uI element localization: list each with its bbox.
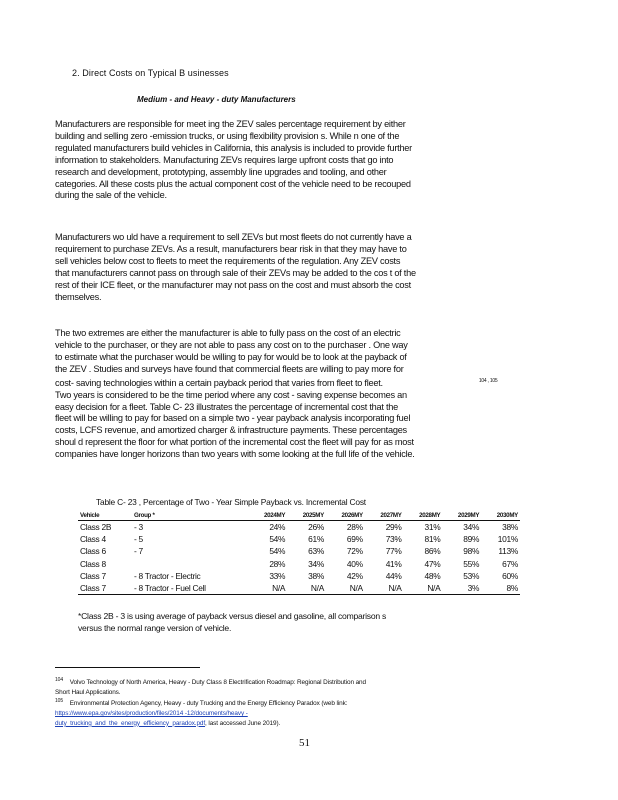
- header-cell: 2026MY: [326, 510, 365, 521]
- value-cell: N/A: [287, 582, 326, 595]
- text-line: the ZEV . Studies and surveys have found that commercial fleets are willing to pay more for: [55, 363, 404, 374]
- value-cell: 28%: [346, 522, 363, 533]
- value-cell: N/A: [404, 582, 443, 595]
- value-cell: 53%: [463, 570, 480, 581]
- text-line: sell vehicles below cost to fleets to meet the requirements of the regulation. Any ZEV costs: [55, 255, 401, 266]
- footnote-line: Short Haul Applications.: [55, 688, 121, 696]
- header-cell: 2030MY: [481, 510, 520, 521]
- text-line: Two years is considered to be the time period where any cost - saving expense becomes an: [55, 389, 407, 400]
- note-line: versus the normal range version of vehicle.: [78, 622, 232, 633]
- value-cell: 55%: [463, 558, 480, 569]
- footnote-104: [55, 676, 366, 698]
- value-cell: 28%: [269, 558, 286, 569]
- table-caption: Table C- 23 , Percentage of Two - Year Simple Payback vs. Incremental Cost: [96, 497, 366, 507]
- vehicle-cell: Class 7: [80, 570, 106, 581]
- vehicle-cell: Class 2B: [80, 522, 112, 533]
- value-cell: N/A: [326, 582, 365, 595]
- header-cell: 2028MY: [404, 510, 443, 521]
- text-line: requirement to purchase ZEVs. As a result, manufacturers bear risk in that they may have to: [55, 243, 407, 254]
- section-heading: 2. Direct Costs on Typical B usinesses: [72, 68, 229, 78]
- footnote-line: [55, 697, 347, 709]
- payback-table: [78, 510, 520, 595]
- text-segment: cost- saving technologies within a certain payback period that varies from fleet to fleet.: [55, 377, 383, 388]
- footnote-105: [55, 697, 347, 729]
- value-cell: 29%: [385, 522, 402, 533]
- value-cell: 48%: [424, 570, 441, 581]
- text-line: shoul d represent the floor for what portion of the incremental cost the fleet will pay for as most: [55, 437, 414, 448]
- header-cell: 2024MY: [248, 510, 287, 521]
- group-cell: [132, 558, 248, 570]
- paragraph-3: [55, 328, 555, 461]
- group-cell: - 8 Tractor - Fuel Cell: [132, 582, 248, 595]
- footnote-line: [55, 676, 366, 688]
- table-row: [78, 533, 520, 545]
- note-line: *Class 2B - 3 is using average of payback versus diesel and gasoline, all comparison s: [78, 611, 387, 621]
- value-cell: 3%: [442, 582, 481, 595]
- value-cell: 8%: [481, 582, 520, 595]
- text-line: information to stakeholders. Manufacturing ZEVs requires large upfront costs that go into: [55, 154, 394, 165]
- value-cell: 40%: [346, 558, 363, 569]
- header-cell: 2029MY: [442, 510, 481, 521]
- value-cell: 98%: [463, 546, 480, 557]
- value-cell: 63%: [308, 546, 324, 557]
- table-row: [78, 570, 520, 582]
- text-line: Manufacturers are responsible for meet ing the ZEV sales percentage requirement by either: [55, 119, 406, 129]
- vehicle-cell: Class 8: [80, 558, 106, 569]
- value-cell: 34%: [463, 522, 480, 533]
- text-line: themselves.: [55, 291, 102, 302]
- value-cell: 31%: [424, 522, 441, 533]
- vehicle-cell: Class 6: [80, 546, 106, 557]
- paragraph-2: [55, 232, 555, 303]
- text-line: building and selling zero -emission trucks, or using flexibility provision s. While n one of the: [55, 130, 400, 141]
- subsection-heading: Medium - and Heavy - duty Manufacturers: [137, 95, 296, 104]
- footnote-text: , last accessed June 2019).: [205, 719, 281, 727]
- value-cell: 86%: [424, 546, 441, 557]
- value-cell: 81%: [424, 534, 441, 545]
- value-cell: 54%: [269, 546, 286, 557]
- value-cell: 73%: [385, 534, 402, 545]
- text-line: The two extremes are either the manufacturer is able to fully pass on the cost of an electric: [55, 328, 401, 338]
- value-cell: N/A: [365, 582, 404, 595]
- header-cell: 2025MY: [287, 510, 326, 521]
- footnote-line[interactable]: [55, 709, 347, 719]
- epa-link-part-1[interactable]: https://www.epa.gov/sites/production/files/2014 -12/documents/heavy -: [55, 709, 248, 717]
- text-line: [55, 376, 555, 390]
- value-cell: 24%: [269, 522, 286, 533]
- epa-link-part-2[interactable]: duty_trucking_and_the_energy_efficiency_paradox.pdf: [55, 719, 206, 727]
- text-line: regulated manufacturers build vehicles in California, this analysis is included to provide further: [55, 142, 412, 153]
- value-cell: 101%: [497, 534, 518, 545]
- table-note: [78, 611, 386, 634]
- value-cell: 42%: [346, 570, 363, 581]
- footnote-text: Environmental Protection Agency, Heavy - duty Trucking and the Energy Efficiency Paradox (web link:: [69, 700, 348, 708]
- vehicle-cell: Class 4: [80, 534, 106, 545]
- text-line: vehicle to the purchaser, or they are not able to pass any cost on to the purchaser . One way: [55, 339, 408, 350]
- vehicle-cell: Class 7: [78, 582, 132, 595]
- value-cell: 67%: [502, 558, 518, 569]
- value-cell: 72%: [346, 546, 363, 557]
- text-line: to estimate what the purchaser would be willing to pay for would be to look at the payback of: [55, 351, 407, 362]
- text-line: Manufacturers wo uld have a requirement to sell ZEVs but most fleets do not currently have a: [55, 232, 412, 242]
- value-cell: 69%: [346, 534, 363, 545]
- text-line: during the sale of the vehicle.: [55, 190, 167, 201]
- text-line: rest of their ICE fleet, or the manufacturer may not pass on the cost and must absorb the cost: [55, 279, 411, 290]
- value-cell: 34%: [308, 558, 324, 569]
- group-cell: - 3: [133, 522, 143, 533]
- value-cell: 41%: [385, 558, 402, 569]
- header-cell: 2027MY: [365, 510, 404, 521]
- text-line: companies have longer horizons than two years with some looking at the full life of the vehicle.: [55, 449, 415, 460]
- value-cell: 60%: [502, 570, 518, 581]
- text-line: easy decision for a fleet. Table C- 23 illustrates the percentage of incremental cost that the: [55, 401, 399, 412]
- value-cell: N/A: [248, 582, 287, 595]
- text-line: fleet will be willing to pay for based on a simple two - year payback analysis incorporating fuel: [55, 413, 411, 424]
- table-row: [78, 521, 520, 534]
- footnote-divider: [55, 667, 200, 668]
- group-cell: - 7: [133, 546, 143, 557]
- group-cell: - 8 Tractor - Electric: [133, 570, 201, 581]
- text-line: categories. All these costs plus the actual component cost of the vehicle need to be recouped: [55, 178, 411, 189]
- table-row: [78, 545, 520, 557]
- value-cell: 38%: [308, 570, 324, 581]
- value-cell: 113%: [498, 546, 518, 557]
- table-row: [78, 582, 520, 595]
- text-line: that manufacturers cannot pass on through sale of their ZEVs may be added to the cos t of the: [55, 267, 416, 278]
- value-cell: 33%: [269, 570, 286, 581]
- text-line: costs, LCFS revenue, and amortized charger & infrastructure payments. These percentages: [55, 425, 407, 436]
- value-cell: 61%: [308, 534, 324, 545]
- header-cell: Group *: [132, 510, 248, 521]
- table-header-row: [78, 510, 520, 521]
- footnote-mark: 104: [55, 677, 64, 683]
- footnote-reference: 104 , 105: [478, 377, 498, 384]
- page-number: 51: [299, 737, 310, 749]
- footnote-line[interactable]: [55, 719, 347, 729]
- group-cell: - 5: [133, 534, 143, 545]
- footnote-text: Volvo Technology of North America, Heavy - Duty Class 8 Electrification Roadmap: Regional Distribution and: [69, 679, 366, 687]
- value-cell: 26%: [308, 522, 324, 533]
- header-cell: Vehicle: [78, 510, 132, 521]
- paragraph-1: [55, 119, 555, 202]
- footnote-mark: 105: [55, 698, 64, 704]
- value-cell: 89%: [463, 534, 480, 545]
- value-cell: 44%: [385, 570, 402, 581]
- value-cell: 38%: [502, 522, 518, 533]
- table-row: [78, 558, 520, 570]
- value-cell: 47%: [424, 558, 441, 569]
- value-cell: 54%: [269, 534, 286, 545]
- value-cell: 77%: [385, 546, 402, 557]
- text-line: research and development, prototyping, assembly line upgrades and tooling, and other: [55, 166, 387, 177]
